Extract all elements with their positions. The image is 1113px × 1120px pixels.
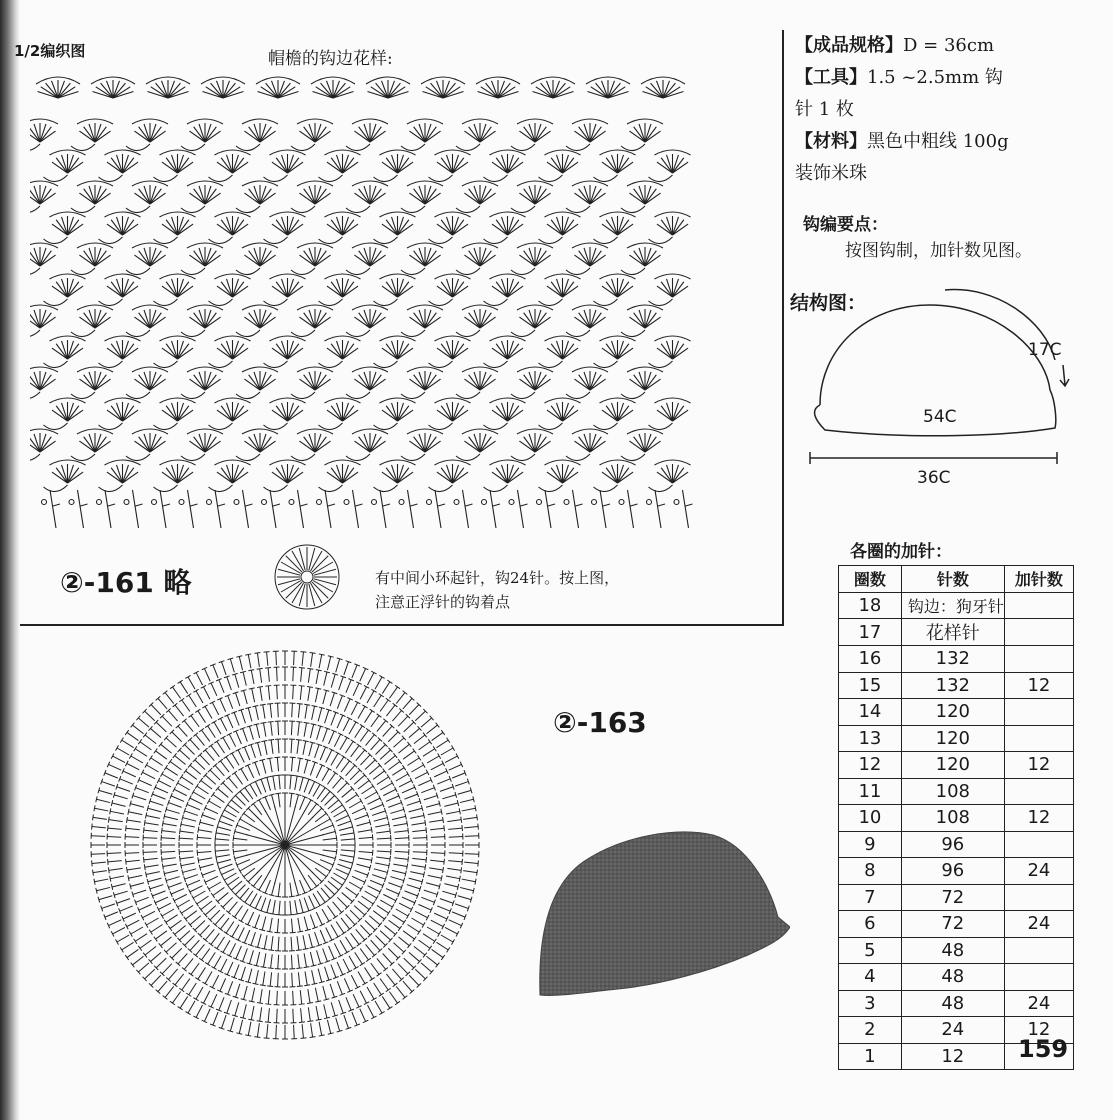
spec-material: [795, 126, 1095, 158]
increase-cell: 24: [1004, 990, 1073, 1017]
increase-cell: [1004, 964, 1073, 991]
spec-tool-key: 【工具】: [795, 67, 867, 88]
increase-cell: [1004, 884, 1073, 911]
half-chart-label: 1/2编织图: [14, 42, 86, 60]
book-spine-shadow: [0, 0, 20, 1120]
round-cell: 13: [839, 725, 902, 752]
round-cell: 18: [839, 592, 902, 619]
finished-hat-photo: [538, 827, 790, 999]
stitches-cell: 48: [901, 937, 1004, 964]
round-cell: 11: [839, 778, 902, 805]
table-row: [839, 725, 1074, 752]
page-number: 159: [1018, 1035, 1069, 1063]
increase-cell: 24: [1004, 858, 1073, 885]
round-cell: 7: [839, 884, 902, 911]
header-stitches: 针数: [901, 566, 1004, 593]
figure-161-label: [60, 561, 192, 601]
table-row: [839, 937, 1074, 964]
spec-material-key: 【材料】: [795, 131, 867, 152]
increase-cell: [1004, 592, 1073, 619]
starting-ring-diagram: [270, 540, 344, 614]
start-instruction: [375, 566, 619, 614]
crown-round-chart: [85, 650, 485, 1050]
table-row: [839, 619, 1074, 646]
stitches-cell: 120: [901, 752, 1004, 779]
round-cell: 14: [839, 699, 902, 726]
round-cell: 1: [839, 1043, 902, 1070]
spec-tool-value: 1.5 ~2.5mm 钩: [867, 67, 1003, 88]
structure-diagram: [795, 280, 1095, 500]
increase-cell: 12: [1004, 752, 1073, 779]
increase-cell: 12: [1004, 805, 1073, 832]
spec-tool-cont: [795, 94, 1095, 126]
header-round: 圈数: [839, 566, 902, 593]
edge-pattern-title: 帽檐的钩边花样:: [268, 49, 393, 69]
increase-table: [838, 565, 1074, 1070]
specifications: [795, 30, 1095, 190]
table-row: [839, 831, 1074, 858]
round-cell: 10: [839, 805, 902, 832]
stitches-cell: 72: [901, 911, 1004, 938]
round-cell: 8: [839, 858, 902, 885]
table-row: [839, 646, 1074, 673]
spec-beads: [795, 158, 1095, 190]
arc-length-label: 17C: [1028, 340, 1062, 360]
table-row: [839, 672, 1074, 699]
round-cell: 9: [839, 831, 902, 858]
stitches-cell: 96: [901, 858, 1004, 885]
table-row: [839, 778, 1074, 805]
table-row: [839, 805, 1074, 832]
stitches-cell: 钩边：狗牙针: [901, 592, 1004, 619]
stitches-cell: 48: [901, 990, 1004, 1017]
table-row: [839, 990, 1074, 1017]
start-instruction-line2: 注意正浮针的钩着点: [375, 593, 511, 611]
stitches-cell: 132: [901, 672, 1004, 699]
stitches-cell: 24: [901, 1017, 1004, 1044]
spec-beads-value: 装饰米珠: [795, 163, 867, 184]
notes-body: 按图钩制，加针数见图。: [845, 241, 1032, 261]
stitches-cell: 花样针: [901, 619, 1004, 646]
stitches-cell: 48: [901, 964, 1004, 991]
spec-size-key: 【成品规格】: [795, 35, 903, 56]
table-row: [839, 699, 1074, 726]
increase-cell: 24: [1004, 911, 1073, 938]
round-cell: 17: [839, 619, 902, 646]
increase-cell: [1004, 699, 1073, 726]
stitches-cell: 108: [901, 778, 1004, 805]
round-cell: 16: [839, 646, 902, 673]
figure-163-label: [553, 706, 647, 739]
notes-title: 钩编要点：: [803, 215, 888, 235]
increase-cell: [1004, 831, 1073, 858]
spec-material-value: 黑色中粗线 100g: [867, 131, 1009, 152]
round-cell: 2: [839, 1017, 902, 1044]
table-row: [839, 964, 1074, 991]
round-cell: 3: [839, 990, 902, 1017]
round-cell: 5: [839, 937, 902, 964]
increase-cell: 12: [1004, 1017, 1073, 1044]
stitches-cell: 132: [901, 646, 1004, 673]
table-header-row: [839, 566, 1074, 593]
width-label: 36C: [917, 468, 951, 488]
table-row: [839, 592, 1074, 619]
figure-163-number: ②: [553, 706, 577, 739]
spec-size: [795, 30, 1095, 62]
stitches-cell: 120: [901, 725, 1004, 752]
stitches-cell: 120: [901, 699, 1004, 726]
increase-cell: [1004, 937, 1073, 964]
increase-cell: [1004, 619, 1073, 646]
brim-stitch-chart: [30, 60, 730, 545]
increase-cell: 12: [1004, 672, 1073, 699]
table-row: [839, 911, 1074, 938]
figure-163-text: -163: [576, 706, 647, 739]
round-cell: 6: [839, 911, 902, 938]
spec-size-value: D = 36cm: [903, 35, 995, 56]
round-cell: 15: [839, 672, 902, 699]
increase-table-title: 各圈的加针：: [850, 542, 952, 562]
spec-tool-cont-value: 针 1 枚: [795, 99, 854, 120]
increase-cell: [1004, 646, 1073, 673]
stitches-cell: 72: [901, 884, 1004, 911]
band-length-label: 54C: [920, 407, 960, 427]
stitches-cell: 96: [901, 831, 1004, 858]
increase-cell: [1004, 778, 1073, 805]
round-cell: 12: [839, 752, 902, 779]
spec-tool: [795, 62, 1095, 94]
structure-title: 结构图：: [790, 292, 867, 314]
increase-cell: [1004, 725, 1073, 752]
start-instruction-line1: 有中间小环起针，钩24针。按上图，: [375, 569, 620, 587]
header-increase: 加针数: [1004, 566, 1073, 593]
table-row: [839, 858, 1074, 885]
stitches-cell: 12: [901, 1043, 1004, 1070]
figure-161-number: ②: [60, 566, 84, 599]
stitches-cell: 108: [901, 805, 1004, 832]
table-row: [839, 752, 1074, 779]
table-row: [839, 884, 1074, 911]
figure-161-text: -161 略: [83, 566, 192, 599]
round-cell: 4: [839, 964, 902, 991]
